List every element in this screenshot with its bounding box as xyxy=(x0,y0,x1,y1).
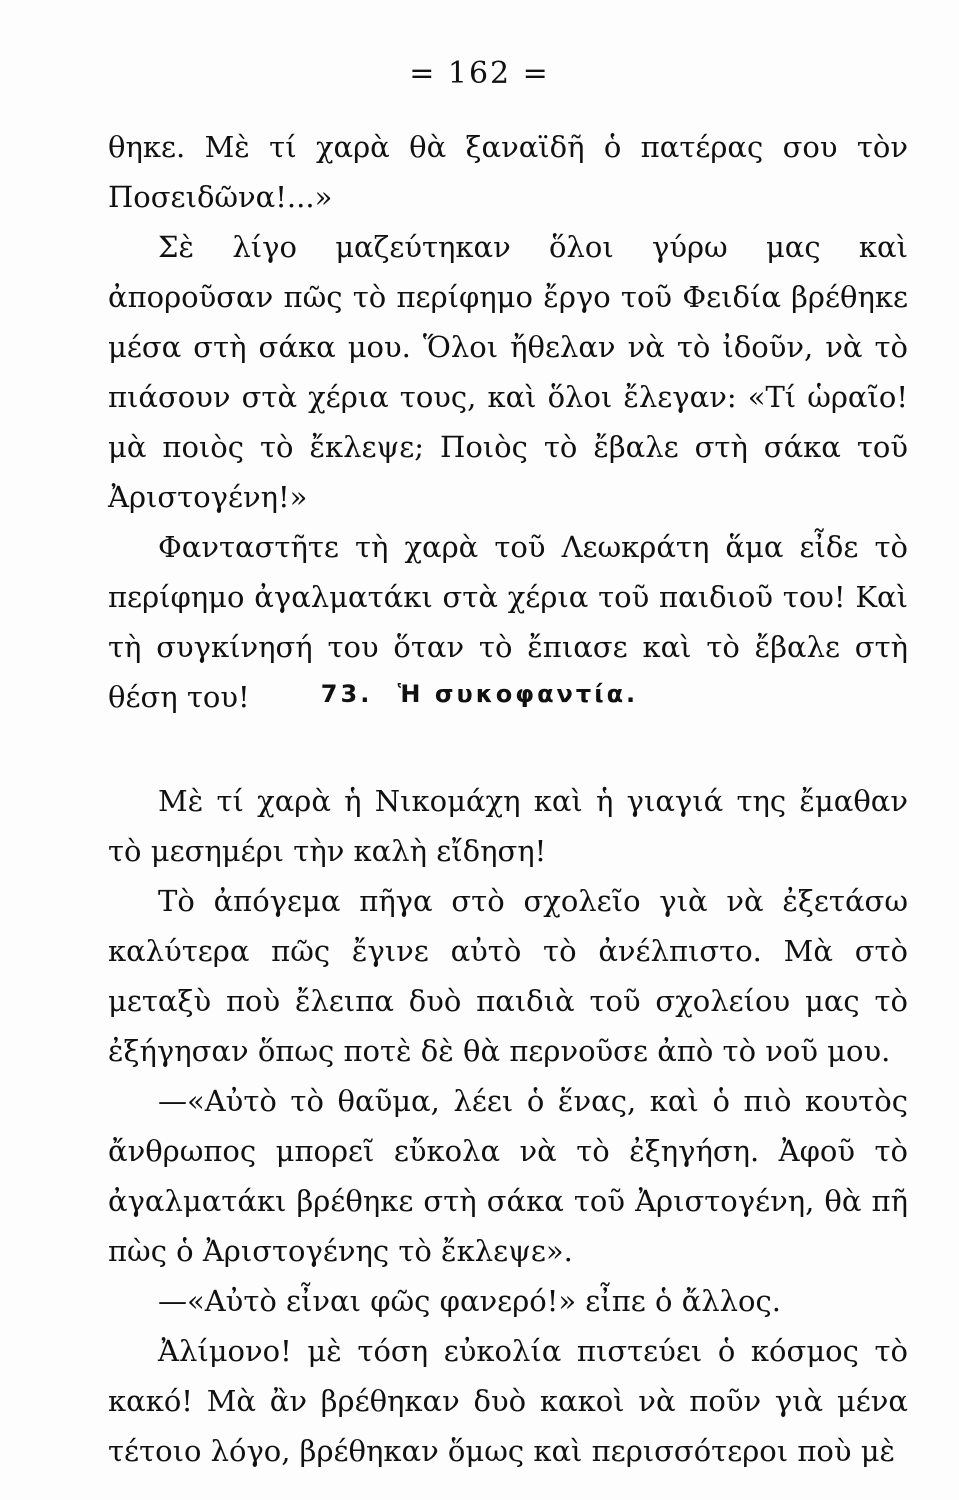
paragraph: —«Αὐτὸ τὸ θαῦμα, λέει ὁ ἕνας, καὶ ὁ πιὸ κουτὸς ἄνθρωπος μπορεῖ εὔκολα νὰ τὸ ἐξηγήση. Ἀφοῦ τὸ ἀγαλματάκι βρέθηκε στὴ σάκα τοῦ Ἀριστογένη, θὰ πῆ πὼς ὁ Ἀριστογένης τὸ ἔκλεψε». xyxy=(108,1084,908,1268)
paragraph: Τὸ ἀπόγεμα πῆγα στὸ σχολεῖο γιὰ νὰ ἐξετάσω καλύτερα πῶς ἔγινε αὐτὸ τὸ ἀνέλπιστο. Μὰ στὸ μεταξὺ ποὺ ἔλειπα δυὸ παιδιὰ τοῦ σχολείου μας τὸ ἐξήγησαν ὅπως ποτὲ δὲ θὰ περνοῦσε ἀπὸ τὸ νοῦ μου. xyxy=(108,884,908,1068)
paragraph: Ἀλίμονο! μὲ τόση εὐκολία πιστεύει ὁ κόσμος τὸ κακό! Μὰ ἂν βρέθηκαν δυὸ κακοὶ νὰ ποῦν γιὰ μένα τέτοιο λόγο, βρέθηκαν ὅμως καὶ περισσότεροι ποὺ μὲ xyxy=(108,1334,908,1468)
section-heading xyxy=(0,680,959,708)
paragraph: —«Αὐτὸ εἶναι φῶς φανερό!» εἶπε ὁ ἄλλος. xyxy=(158,1284,781,1318)
page-number: = 162 = xyxy=(409,56,550,91)
paragraph: Μὲ τί χαρὰ ἡ Νικομάχη καὶ ἡ γιαγιά της ἔμαθαν τὸ μεσημέρι τὴν καλὴ εἴδηση! xyxy=(108,784,908,868)
section-title: Ἡ συκοφαντία. xyxy=(397,680,639,708)
top-text-block xyxy=(108,122,908,722)
paragraph: θηκε. Μὲ τί χαρὰ θὰ ξαναϊδῆ ὁ πατέρας σου τὸν Ποσειδῶνα!...» xyxy=(108,130,908,214)
bottom-text-block xyxy=(108,776,908,1476)
section-number: 73. xyxy=(320,680,373,708)
paragraph: Φανταστῆτε τὴ χαρὰ τοῦ Λεωκράτη ἅμα εἶδε τὸ περίφημο ἀγαλματάκι στὰ χέρια τοῦ παιδιοῦ του! Καὶ τὴ συγκίνησή του ὅταν τὸ ἔπιασε καὶ τὸ ἔβαλε στὴ θέση του! xyxy=(108,530,908,714)
paragraph: Σὲ λίγο μαζεύτηκαν ὅλοι γύρω μας καὶ ἀποροῦσαν πῶς τὸ περίφημο ἔργο τοῦ Φειδία βρέθηκε μέσα στὴ σάκα μου. Ὅλοι ἤθελαν νὰ τὸ ἰδοῦν, νὰ τὸ πιάσουν στὰ χέρια τους, καὶ ὅλοι ἔλεγαν: «Τί ὡραῖο! μὰ ποιὸς τὸ ἔκλεψε; Ποιὸς τὸ ἔβαλε στὴ σάκα τοῦ Ἀριστογένη!» xyxy=(108,230,908,514)
